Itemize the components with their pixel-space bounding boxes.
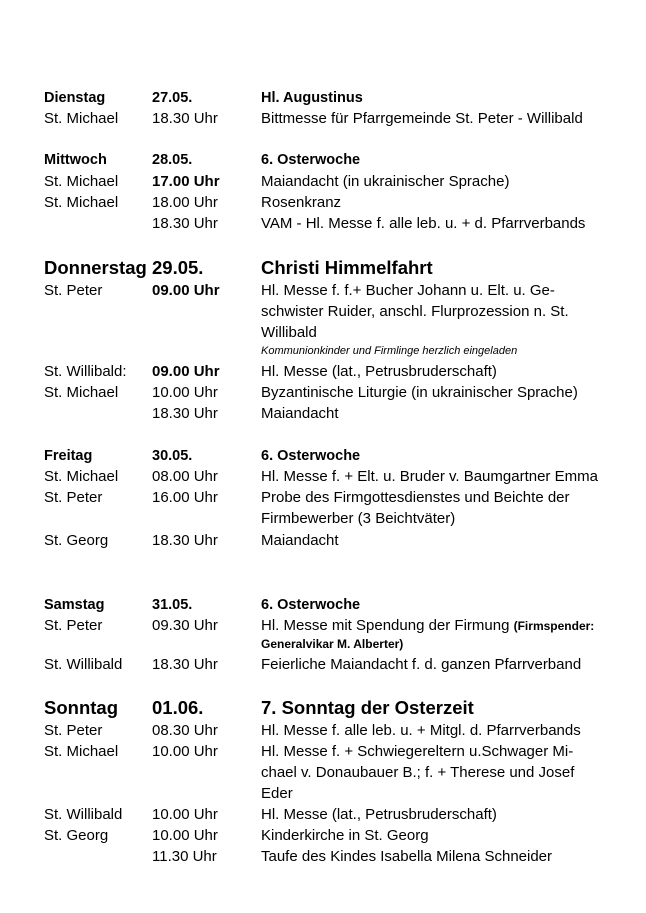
place: St. Willibald: [44,363,127,380]
description: Kinderkirche in St. Georg [261,827,429,844]
place: St. Willibald [44,806,123,823]
time: 08.00 Uhr [152,468,218,485]
list-item-continuation [0,763,646,785]
list-item-continuation [0,636,646,654]
time: 18.30 Uhr [152,110,218,127]
list-item [0,193,646,215]
date: 29.05. [152,257,204,278]
date: 31.05. [152,597,193,613]
feast: 7. Sonntag der Osterzeit [261,697,474,718]
place: St. Georg [44,827,109,844]
weekday: Donnerstag [44,257,147,278]
place: St. Peter [44,282,103,299]
day-header [0,446,646,468]
place: St. Michael [44,468,119,485]
firmspender-name: Generalvikar M. Alberter) [261,637,404,651]
feast: Christi Himmelfahrt [261,257,433,278]
list-item [0,109,646,131]
list-item [0,721,646,743]
place: St. Georg [44,532,109,549]
place: St. Peter [44,489,103,506]
list-item [0,467,646,489]
list-item [0,847,646,869]
place: St. Peter [44,617,103,634]
description: Hl. Messe f. f.+ Bucher Johann u. Elt. u. Ge- [261,282,555,299]
weekday: Samstag [44,597,105,613]
feast: 6. Osterwoche [261,597,361,613]
list-item [0,172,646,194]
list-item [0,214,646,236]
description: chael v. Donaubauer B.; f. + Therese und Josef [261,764,575,781]
place: St. Michael [44,173,119,190]
description: Maiandacht [261,405,339,422]
list-item [0,655,646,677]
time: 18.30 Uhr [152,656,218,673]
feast: Hl. Augustinus [261,90,363,106]
time: 18.30 Uhr [152,215,218,232]
list-item [0,488,646,510]
list-item [0,404,646,426]
description: Hl. Messe (lat., Petrusbruderschaft) [261,806,497,823]
date: 27.05. [152,90,193,106]
time: 10.00 Uhr [152,827,218,844]
place: St. Willibald [44,656,123,673]
list-item [0,805,646,827]
note-row [0,344,646,360]
time: 08.30 Uhr [152,722,218,739]
place: St. Michael [44,110,119,127]
description: Probe des Firmgottesdienstes und Beichte der [261,489,570,506]
time: 10.00 Uhr [152,806,218,823]
weekday: Dienstag [44,90,106,106]
day-header [0,697,646,723]
list-item-continuation [0,323,646,345]
list-item [0,531,646,553]
description: Maiandacht (in ukrainischer Sprache) [261,173,510,190]
weekday: Freitag [44,448,93,464]
time: 09.00 Uhr [152,363,220,380]
feast: 6. Osterwoche [261,448,361,464]
time: 18.00 Uhr [152,194,218,211]
list-item [0,281,646,303]
feast: 6. Osterwoche [261,152,361,168]
day-header [0,257,646,283]
list-item-continuation [0,784,646,806]
description: Maiandacht [261,532,339,549]
place: St. Michael [44,194,119,211]
time: 17.00 Uhr [152,173,220,190]
place: St. Michael [44,743,119,760]
description: Willibald [261,324,317,341]
time: 09.00 Uhr [152,282,220,299]
description: schwister Ruider, anschl. Flurprozession n. St. [261,303,569,320]
description-text: Hl. Messe mit Spendung der Firmung [261,617,510,634]
description: Hl. Messe (lat., Petrusbruderschaft) [261,363,497,380]
place: St. Peter [44,722,103,739]
time: 18.30 Uhr [152,405,218,422]
description: Taufe des Kindes Isabella Milena Schneider [261,848,553,865]
day-header [0,150,646,172]
time: 16.00 Uhr [152,489,218,506]
description: Eder [261,785,293,802]
description: Rosenkranz [261,194,342,211]
weekday: Sonntag [44,697,118,718]
list-item [0,616,646,638]
time: 18.30 Uhr [152,532,218,549]
day-header [0,595,646,617]
list-item [0,383,646,405]
description: Hl. Messe f. + Schwiegereltern u.Schwager Mi- [261,743,574,760]
time: 10.00 Uhr [152,384,218,401]
date: 30.05. [152,448,193,464]
day-header [0,88,646,110]
description: Firmbewerber (3 Beichtväter) [261,510,456,527]
description: Feierliche Maiandacht f. d. ganzen Pfarrverband [261,656,582,673]
date: 28.05. [152,152,193,168]
description [261,616,631,636]
description: Byzantinische Liturgie (in ukrainischer Sprache) [261,384,578,401]
place: St. Michael [44,384,119,401]
time: 10.00 Uhr [152,743,218,760]
list-item-continuation [0,302,646,324]
description: Hl. Messe f. alle leb. u. + Mitgl. d. Pfarrverbands [261,722,581,739]
time: 09.30 Uhr [152,617,218,634]
date: 01.06. [152,697,204,718]
weekday: Mittwoch [44,152,107,168]
firmspender-label: (Firmspender: [513,619,595,633]
list-item [0,742,646,764]
description: VAM - Hl. Messe f. alle leb. u. + d. Pfarrverbands [261,215,586,232]
list-item-continuation [0,509,646,531]
description: Bittmesse für Pfarrgemeinde St. Peter - Willibald [261,110,583,127]
list-item [0,362,646,384]
description: Hl. Messe f. + Elt. u. Bruder v. Baumgartner Emma [261,468,598,485]
list-item [0,826,646,848]
note: Kommunionkinder und Firmlinge herzlich eingeladen [261,345,518,357]
time: 11.30 Uhr [152,848,217,865]
